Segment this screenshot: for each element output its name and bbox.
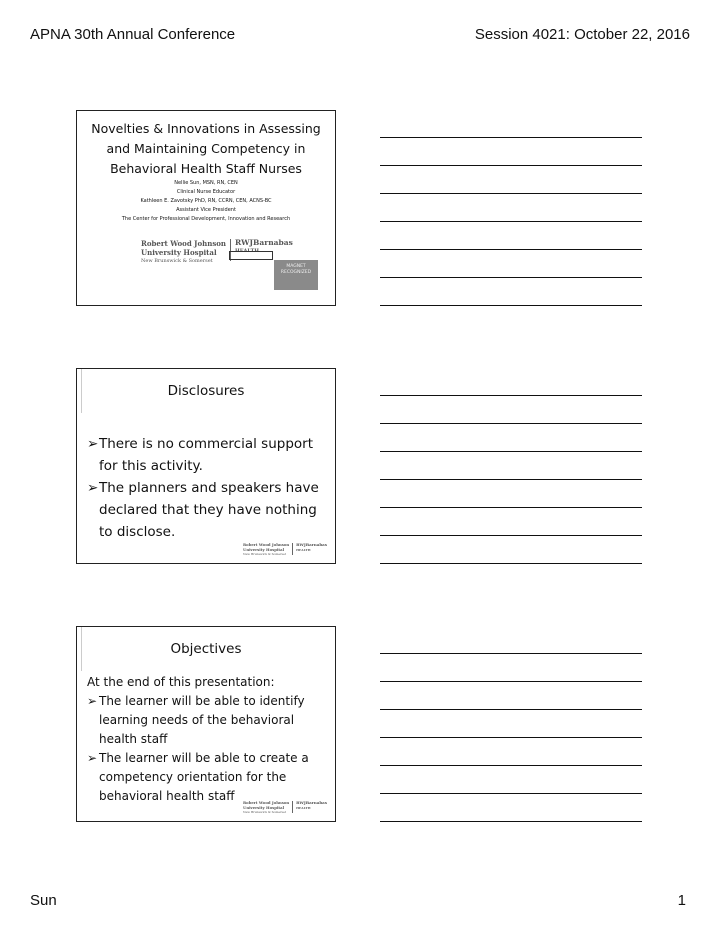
arrow-bullet-icon: ➢ (87, 480, 99, 496)
logo-text: Robert Wood Johnson (141, 239, 227, 248)
note-line (380, 165, 642, 166)
logo-text: HEALTH (296, 547, 311, 552)
logo-text: University Hospital (243, 546, 285, 552)
note-line (380, 653, 642, 654)
note-line (380, 709, 642, 710)
slide-3-title: Objectives (170, 641, 242, 657)
logo-box (229, 251, 273, 260)
arrow-bullet-icon: ➢ (87, 436, 99, 452)
note-line (380, 193, 642, 194)
note-line (380, 395, 642, 396)
header-right: Session 4021: October 22, 2016 (474, 26, 690, 43)
note-line (380, 221, 642, 222)
rwj-logo (243, 801, 327, 815)
bullet-text: There is no commercial support for this activity. (99, 436, 314, 474)
slide-disclosures (76, 368, 336, 564)
bullet-text: The planners and speakers have declared that they have nothing to disclose. (99, 480, 319, 540)
note-line (380, 737, 642, 738)
credit-line: Kathleen E. Zavotsky PhD, RN, CCRN, CEN, ACNS-BC (140, 198, 272, 204)
header-left: APNA 30th Annual Conference (30, 26, 236, 43)
slide-2-bullets (87, 433, 325, 543)
bullet-item (87, 433, 325, 477)
note-line (380, 793, 642, 794)
logo-text: University Hospital (141, 248, 217, 257)
slide-3-bullets (87, 673, 325, 806)
slide-objectives (76, 626, 336, 822)
note-line (380, 137, 642, 138)
slide-2-title: Disclosures (167, 383, 245, 399)
slide-title-slide (76, 110, 336, 306)
note-line (380, 765, 642, 766)
note-line (380, 451, 642, 452)
credit-line: Assistant Vice President (176, 207, 236, 213)
logo-text: RWJBarnabas (296, 800, 327, 806)
magnet-badge: MAGNET RECOGNIZED (274, 260, 318, 290)
bullet-text: The learner will be able to create a competency orientation for the behavioral health staff (99, 751, 309, 803)
logo-text: New Brunswick & Somerset (243, 810, 287, 815)
credit-line: Nellie Sun, MSN, RN, CEN (174, 180, 238, 186)
logo-divider (292, 801, 293, 813)
note-line (380, 249, 642, 250)
note-line (380, 507, 642, 508)
slide-1-credits (81, 179, 331, 224)
logo-text: New Brunswick & Somerset (141, 258, 213, 264)
logo-text: Robert Wood Johnson (243, 800, 290, 806)
note-line (380, 563, 642, 564)
logo-text: University Hospital (243, 804, 285, 810)
logo-text: Robert Wood Johnson (243, 542, 290, 548)
credit-line: Clinical Nurse Educator (176, 189, 236, 195)
page-number: 1 (677, 892, 686, 909)
logo-text: HEALTH (296, 805, 311, 810)
bullet-item (87, 477, 325, 543)
intro-text: At the end of this presentation: (87, 675, 275, 689)
credit-line: The Center for Professional Development, Innovation and Research (121, 216, 291, 222)
bullet-item (87, 692, 325, 749)
rwj-logo (243, 543, 327, 557)
note-line (380, 535, 642, 536)
note-line (380, 423, 642, 424)
note-line (380, 479, 642, 480)
logo-text: New Brunswick & Somerset (243, 552, 287, 557)
logo-text: RWJBarnabas (235, 238, 293, 247)
note-line (380, 821, 642, 822)
arrow-bullet-icon: ➢ (87, 694, 98, 708)
footer-author: Sun (30, 892, 57, 909)
bullet-text: The learner will be able to identify learning needs of the behavioral health staff (99, 694, 305, 746)
arrow-bullet-icon: ➢ (87, 751, 98, 765)
logo-text: RWJBarnabas (296, 542, 327, 548)
logo-text: HEALTH (235, 248, 259, 254)
bullet-item (87, 749, 325, 806)
logo-divider (292, 543, 293, 555)
note-line (380, 305, 642, 306)
slide-1-title: Novelties & Innovations in Assessing and Maintaining Competency in Behavioral Health Staff Nurses (91, 121, 321, 176)
note-line (380, 681, 642, 682)
note-line (380, 277, 642, 278)
